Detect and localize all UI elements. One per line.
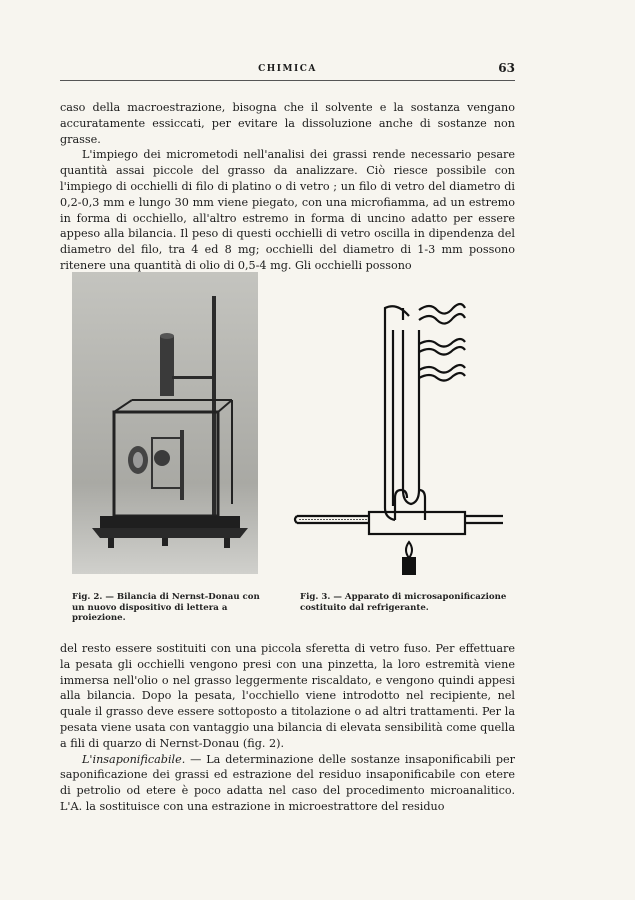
section-heading: L'insaponificabile. xyxy=(82,752,186,766)
figure-2-photo xyxy=(72,272,258,574)
page-number: 63 xyxy=(498,61,515,75)
paragraph-text: — La determinazione delle sostanze insaponificabili per saponificazione dei grassi ed estrazione del residuo insaponificabile con etere di petrolio od etere è poco adatta nel caso del procedimento microanalitico. L'A. la sostituisce con una estrazione in microestrattore del residuo xyxy=(60,752,515,813)
figure-2-caption: Fig. 2. — Bilancia di Nernst-Donau con un nuovo dispositivo di lettera a proiezione. xyxy=(72,592,260,623)
paragraph: del resto essere sostituiti con una piccola sferetta di vetro fuso. Per effettuare la pesata gli occhielli vengono presi con una pinzetta, la loro estremità viene immersa nell'olio o nel grasso leggermente riscaldato, e vengono quindi appesi alla bilancia. Dopo la pesata, l'occhiello viene introdotto nel recipiente, nel quale il grasso deve essere sottoposto a titolazione o ad altri trattamenti. Per la pesata viene usata con vantaggio una bilancia di elevata sensibilità come quella a fili di quarzo di Nernst-Donau (fig. 2). xyxy=(60,642,515,750)
balance-photo-drawing xyxy=(72,272,258,574)
running-header xyxy=(60,60,515,80)
paragraph: L'impiego dei micrometodi nell'analisi dei grassi rende necessario pesare quantità assai piccole del grasso da analizzare. Ciò riesce possibile con l'impiego di occhielli di filo di platino o di vetro ; un filo di vetro del diametro di 0,2-0,3 mm e lungo 30 mm viene piegato, con una microfiamma, ad un estremo in forma di occhiello, all'altro estremo in forma di uncino adatto per essere appeso alla bilancia. Il peso di questi occhielli di vetro oscilla in dipendenza del diametro del filo, tra 4 ed 8 mg; occhielli del diametro di 1-3 mm possono ritenere una quantità di olio di 0,5-4 mg. Gli occhielli possono xyxy=(60,148,515,272)
body-text-bottom xyxy=(60,641,515,815)
running-title: CHIMICA xyxy=(258,64,317,74)
figure-3-diagram xyxy=(285,280,505,580)
apparatus-drawing xyxy=(285,280,505,580)
figure-3-caption: Fig. 3. — Apparato di microsaponificazione costituito dal refrigerante. xyxy=(300,592,507,613)
body-text-top xyxy=(60,100,515,274)
paragraph xyxy=(60,752,515,815)
paragraph: caso della macroestrazione, bisogna che il solvente e la sostanza vengano accuratamente essiccati, per evitare la dissoluzione anche di sostanze non grasse. xyxy=(60,101,515,146)
header-rule xyxy=(60,80,515,81)
